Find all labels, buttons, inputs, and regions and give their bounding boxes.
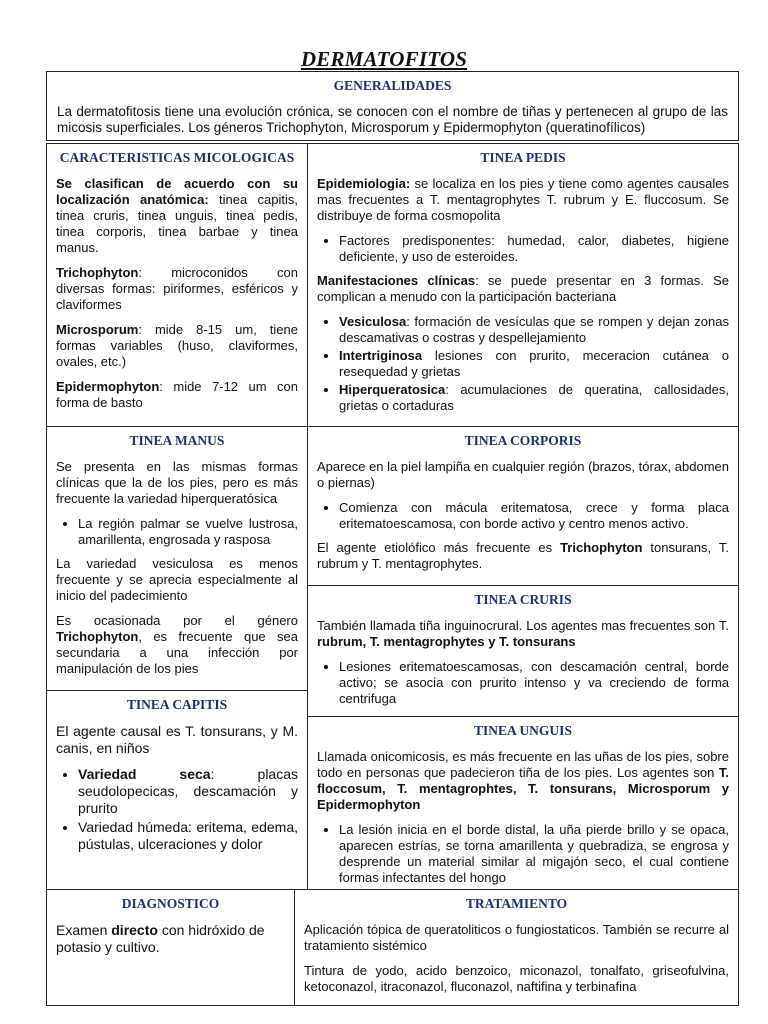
capitis-section bbox=[46, 690, 308, 890]
tratamiento-heading: TRATAMIENTO bbox=[465, 896, 568, 911]
corporis-section bbox=[307, 426, 739, 586]
manus-p2: La variedad vesiculosa es menos frecuente y se aprecia especialmente al inicio del padecimiento bbox=[56, 556, 298, 603]
tratamiento-p1: Aplicación tópica de queratoliticos o fungiostaticos. También se recurre al tratamiento sistémico bbox=[304, 922, 729, 953]
tratamiento-section bbox=[294, 889, 739, 1006]
unguis-p1: Llamada onicomicosis, es más frecuente en las uñas de los pies, sobre todo en personas que padecieron tiña de los pies. Los agentes son T. floccosum, T. mentagrophtes, T. tonsurans, Microsporum y Epidermophyton bbox=[317, 749, 729, 812]
manus-heading: TINEA MANUS bbox=[129, 433, 225, 448]
pedis-list-2 bbox=[317, 314, 729, 414]
corporis-p1: Aparece en la piel lampiña en cualquier región (brazos, tórax, abdomen o piernas) bbox=[317, 459, 729, 490]
list-item: • La lesión inicia en el borde distal, la uña pierde brillo y se opaca, aparecen estrías, se torna amarillenta y quebradiza, se engrosa y desprende un material similar al migajón seco, el cual contiene formas infectantes del hongo bbox=[339, 822, 729, 886]
unguis-section bbox=[307, 716, 739, 890]
list-item: • Vesiculosa: formación de vesículas que se rompen y dejan zonas descamativas o costras y despellejamiento bbox=[339, 314, 729, 346]
list-item: • Lesiones eritematoescamosas, con descamación central, borde activo; se asocia con prurito intenso y va creciendo de forma centrifuga bbox=[339, 659, 729, 707]
pedis-list-1 bbox=[317, 233, 729, 265]
pedis-p2: Manifestaciones clínicas: se puede presentar en 3 formas. Se complican a menudo con la participación bacteriana bbox=[317, 273, 729, 304]
corporis-list bbox=[317, 500, 729, 532]
pedis-section bbox=[307, 143, 739, 427]
diagnostico-heading: DIAGNOSTICO bbox=[121, 896, 220, 911]
micologicas-p3: Microsporum: mide 8-15 um, tiene formas variables (huso, claviformes, ovales, etc.) bbox=[56, 322, 298, 369]
list-item: • La región palmar se vuelve lustrosa, amarillenta, engrosada y rasposa bbox=[78, 516, 298, 548]
list-item: • Intertriginosa lesiones con prurito, meceracion cutánea o resequedad y grietas bbox=[339, 348, 729, 380]
micologicas-p4: Epidermophyton: mide 7-12 um con forma de basto bbox=[56, 379, 298, 410]
generalidades-heading: GENERALIDADES bbox=[333, 78, 452, 93]
unguis-list bbox=[317, 822, 729, 886]
unguis-heading: TINEA UNGUIS bbox=[474, 723, 572, 738]
pedis-p1: Epidemiologia: se localiza en los pies y tiene como agentes causales mas frecuentes a T. mentagrophytes T. rubrum y E. fluccosum. Se distribuye de forma cosmopolita bbox=[317, 176, 729, 223]
list-item: • Comienza con mácula eritematosa, crece y forma placa eritematoescamosa, con borde activo y centro menos activo. bbox=[339, 500, 729, 532]
list-item: • Hiperqueratosica: acumulaciones de queratina, callosidades, grietas o cortaduras bbox=[339, 382, 729, 414]
manus-p1: Se presenta en las mismas formas clínicas que la de los pies, pero es más frecuente la variedad hiperqueratósica bbox=[56, 459, 298, 506]
generalidades-section bbox=[46, 71, 739, 141]
manus-list bbox=[56, 516, 298, 548]
capitis-heading: TINEA CAPITIS bbox=[126, 697, 228, 712]
pedis-heading: TINEA PEDIS bbox=[480, 150, 566, 165]
list-item: • Variedad húmeda: eritema, edema, pústulas, ulceraciones y dolor bbox=[78, 819, 298, 853]
corporis-p2: El agente etiolófico más frecuente es Trichophyton tonsurans, T. rubrum y T. mentagrophytes. bbox=[317, 540, 729, 571]
corporis-heading: TINEA CORPORIS bbox=[464, 433, 582, 448]
capitis-list bbox=[56, 766, 298, 853]
manus-section bbox=[46, 426, 308, 691]
cruris-p1: También llamada tiña inguinocrural. Los agentes mas frecuentes son T. rubrum, T. mentagrophytes y T. tonsurans bbox=[317, 618, 729, 649]
micologicas-section bbox=[46, 143, 308, 427]
page-title: DERMATOFITOS bbox=[300, 47, 468, 71]
list-item: • Factores predisponentes: humedad, calor, diabetes, higiene deficiente, y uso de esteroides. bbox=[339, 233, 729, 265]
diagnostico-section bbox=[46, 889, 295, 1006]
micologicas-p2: Trichophyton: microconidos con diversas formas: piriformes, esféricos y claviformes bbox=[56, 265, 298, 312]
cruris-section bbox=[307, 585, 739, 717]
micologicas-p1: Se clasifican de acuerdo con su localización anatómica: tinea capitis, tinea cruris, tinea unguis, tinea pedis, tinea corporis, tinea barbae y tinea manus. bbox=[56, 176, 299, 255]
cruris-heading: TINEA CRURIS bbox=[474, 592, 572, 607]
tratamiento-p2: Tintura de yodo, acido benzoico, miconazol, tonalfato, griseofulvina, ketoconazol, itraconazol, fluconazol, naftifina y terbinafina bbox=[304, 963, 729, 994]
manus-p3: Es ocasionada por el género Trichophyton, es frecuente que sea secundaria a una infección por manipulación de los pies bbox=[56, 613, 298, 676]
diagnostico-p1: Examen directo con hidróxido de potasio y cultivo. bbox=[56, 922, 265, 955]
cruris-list bbox=[317, 659, 729, 707]
generalidades-text: La dermatofitosis tiene una evolución crónica, se conocen con el nombre de tiñas y pertenecen al grupo de las micosis superficiales. Los géneros Trichophyton, Microsporum y Epidermophyton (queratinofílicos) bbox=[57, 104, 728, 135]
list-item: • Variedad seca: placas seudolopecicas, descamación y prurito bbox=[78, 766, 298, 817]
capitis-p1: El agente causal es T. tonsurans, y M. canis, en niños bbox=[56, 723, 298, 756]
micologicas-heading: CARACTERISTICAS MICOLOGICAS bbox=[59, 150, 295, 165]
